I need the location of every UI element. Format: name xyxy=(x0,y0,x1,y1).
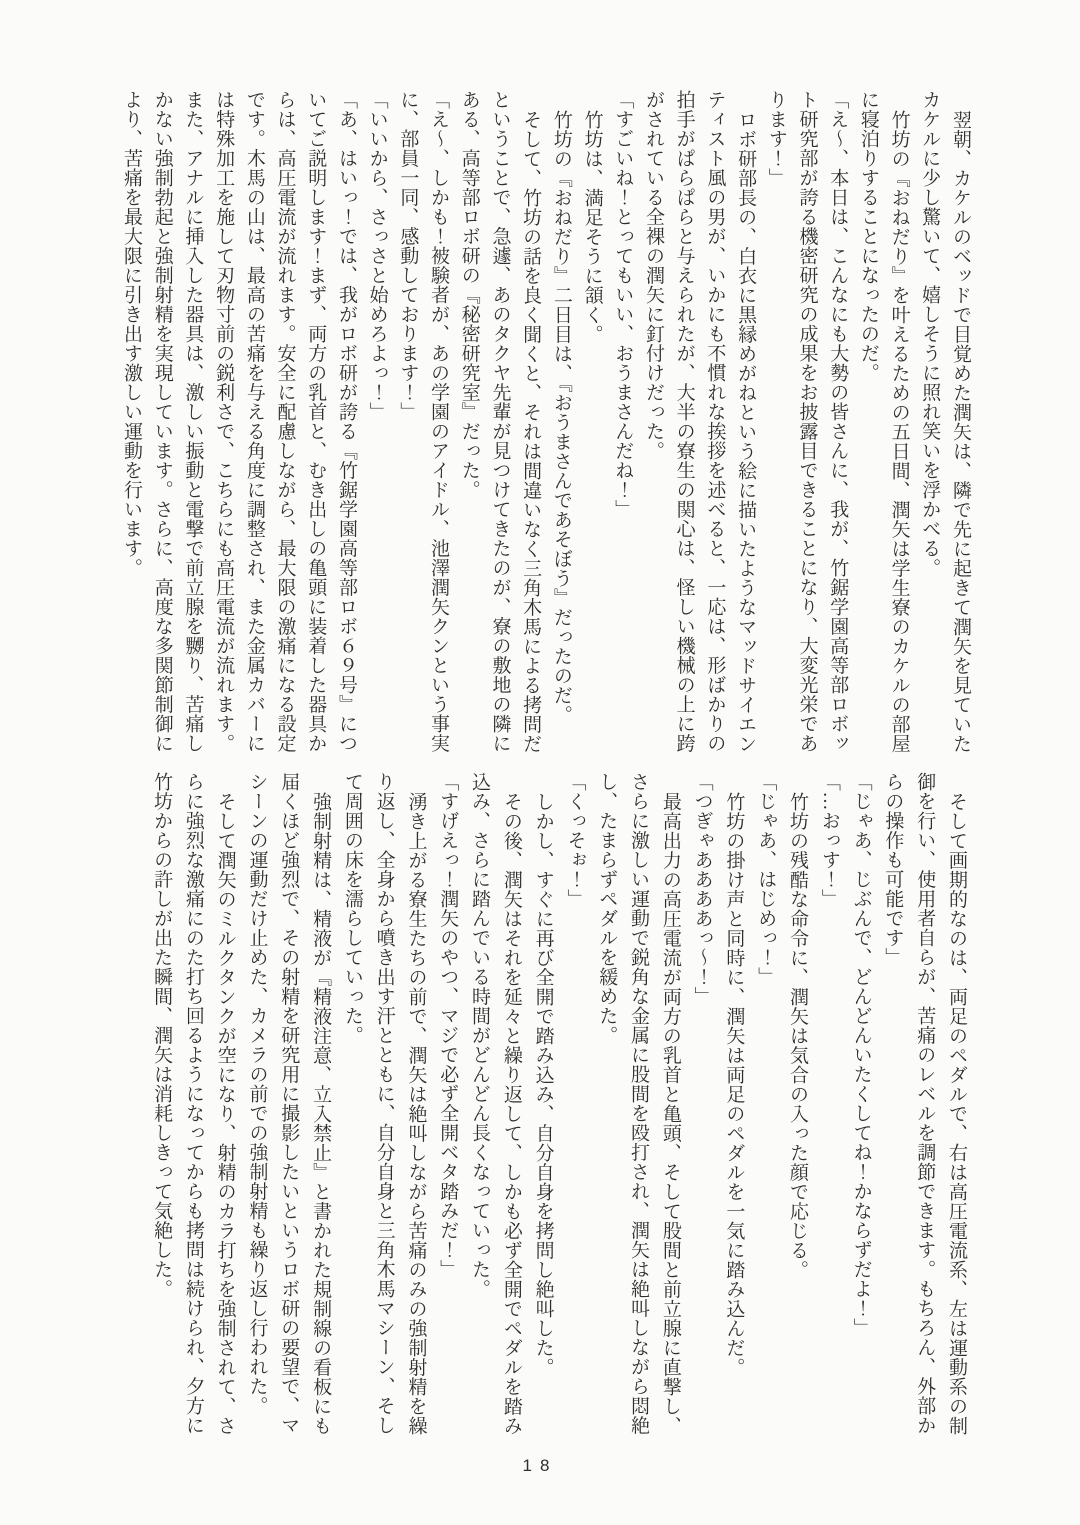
text-column: 竹坊の残酷な命令に、潤矢は気合の入った顔で応じる。 xyxy=(787,791,809,1279)
text-column: に寝泊りすることになったのだ。 xyxy=(857,90,879,383)
text-column: 竹坊は、満足そうに頷く。 xyxy=(581,109,603,344)
page-number: 18 xyxy=(522,1456,558,1475)
text-column: 「つぎゃああああっ〜！」 xyxy=(691,772,713,1006)
text-column: です。木馬の山は、最高の苦痛を与える角度に調整され、また金属カバーに xyxy=(243,90,265,753)
text-column: 「じゃあ、じぶんで、どんどんいたくしてね！かならずだよ！」 xyxy=(850,772,872,1338)
text-column: 「え〜、本日は、こんなにも大勢の皆さんに、我が、竹鋸学園高等部ロボッ xyxy=(827,90,849,753)
text-column: カケルに少し驚いて、嬉しそうに照れ笑いを浮かべる。 xyxy=(919,90,941,578)
text-column: 「すごいね！とってもいい、おうまさんだね！」 xyxy=(612,90,634,519)
text-column: より、苦痛を最大限に引き出す激しい運動を行います。 xyxy=(121,90,143,578)
text-column: 竹坊からの許しが出た瞬間、潤矢は消耗しきって気絶した。 xyxy=(151,772,173,1299)
text-column: 湧き上がる寮生たちの前で、潤矢は絶叫しながら苦痛のみの強制射精を繰 xyxy=(405,791,427,1435)
text-column: その後、潤矢はそれを延々と繰り返して、しかも必ず全開でペダルを踏み xyxy=(500,791,522,1435)
text-column: 御を行い、使用者自らが、苦痛のレベルを調節できます。もちろん、外部か xyxy=(914,772,936,1435)
text-column: さらに激しい運動で鋭角な金属に股間を殴打され、潤矢は絶叫しながら悶絶 xyxy=(628,772,650,1435)
text-column: 強制射精は、精液が『精液注意、立入禁止』と書かれた規制線の看板にも xyxy=(310,791,332,1435)
text-column: 拍手がぱらぱらと与えられたが、大半の寮生の関心は、怪しい機械の上に跨 xyxy=(673,90,695,753)
text-column: がされている全裸の潤矢に釘付けだった。 xyxy=(642,90,664,461)
text-column: 「すげえっ！潤矢のやつ、マジで必ず全開ベタ踏みだ！」 xyxy=(437,772,459,1279)
text-column: そして、竹坊の話を良く聞くと、それは間違いなく三角木馬による拷問だ xyxy=(520,109,542,753)
text-column: 届くほど強烈で、その射精を研究用に撮影したいというロボ研の要望で、マ xyxy=(278,772,300,1435)
text-column: また、アナルに挿入した器具は、激しい振動と電撃で前立腺を嬲り、苦痛し xyxy=(182,90,204,753)
text-column: ティスト風の男が、いかにも不慣れな挨拶を述べると、一応は、形ばかりの xyxy=(704,90,726,753)
text-column: ります！」 xyxy=(765,90,787,188)
text-column: 最高出力の高圧電流が両方の乳首と亀頭、そして股間と前立腺に直撃し、 xyxy=(659,791,681,1435)
text-column: 竹坊の『おねだり』二日目は、『おうまさんであそぼう』だったのだ。 xyxy=(550,109,572,724)
text-column: いてご説明します！まず、両方の乳首と、むき出しの亀頭に装着した器具か xyxy=(305,90,327,753)
text-column: 「あ、はいっ！では、我がロボ研が誇る『竹鋸学園高等部ロボ６９号』につ xyxy=(335,90,357,753)
text-column: に、部員一同、感動しております！」 xyxy=(397,90,419,422)
text-column: て周囲の床を濡らしていった。 xyxy=(341,772,363,1045)
text-column: 翌朝、カケルのベッドで目覚めた潤矢は、隣で先に起きて潤矢を見ていた xyxy=(950,109,971,753)
text-column: らに強烈な激痛にのた打ち回るようになってからも拷問は続けられ、夕方に xyxy=(182,772,204,1435)
text-column: らは、高圧電流が流れます。安全に配慮しながら、最大限の激痛になる設定 xyxy=(274,90,296,753)
text-column: ロボ研部長の、白衣に黒縁めがねという絵に描いたようなマッドサイエン xyxy=(735,109,757,753)
text-column: シーンの運動だけ止めた、カメラの前での強制射精も繰り返し行われた。 xyxy=(246,772,268,1416)
text-column: 「いいから、さっさと始めろよっ！」 xyxy=(366,90,388,422)
text-column: 竹坊の『おねだり』を叶えるための五日間、潤矢は学生寮のカケルの部屋 xyxy=(888,109,910,753)
top-text-block xyxy=(115,90,975,752)
bottom-text-block xyxy=(145,772,972,1434)
text-column: 込み、さらに踏んでいる時間がどんどん長くなっていった。 xyxy=(469,772,491,1299)
text-column: 「くっそぉ！」 xyxy=(564,772,586,909)
text-column: そして潤矢のミルクタンクが空になり、射精のカラ打ちを強制されて、さ xyxy=(214,791,236,1435)
text-column: 「…おっす！」 xyxy=(818,772,840,909)
text-column: し、たまらずペダルを緩めた。 xyxy=(596,772,618,1045)
text-column: 「え〜、しかも！被験者が、あの学園のアイドル、池澤潤矢クンという事実 xyxy=(428,90,450,753)
text-column: は特殊加工を施して刃物寸前の鋭利さで、こちらにも高圧電流が流れます。 xyxy=(213,90,235,753)
text-column: そして画期的なのは、両足のペダルで、右は高圧電流系、左は運動系の制 xyxy=(946,791,967,1435)
text-column: かない強制勃起と強制射精を実現しています。さらに、高度な多関節制御に xyxy=(151,90,173,753)
text-column: 「じゃあ、はじめっ！」 xyxy=(755,772,777,987)
text-column: ある、高等部ロボ研の『秘密研究室』だった。 xyxy=(458,90,480,500)
text-column: らの操作も可能です」 xyxy=(882,772,904,967)
text-column: ということで、急遽、あのタクヤ先輩が見つけてきたのが、寮の敷地の隣に xyxy=(489,90,511,753)
text-column: 竹坊の掛け声と同時に、潤矢は両足のペダルを一気に踏み込んだ。 xyxy=(723,791,745,1377)
text-column: ト研究部が誇る機密研究の成果をお披露目できることになり、大変光栄であ xyxy=(796,90,818,753)
text-column: しかし、すぐに再び全開で踏み込み、自分自身を拷問し絶叫した。 xyxy=(532,791,554,1377)
text-column: り返し、全身から噴き出す汗とともに、自分自身と三角木馬マシーン、そし xyxy=(373,772,395,1435)
